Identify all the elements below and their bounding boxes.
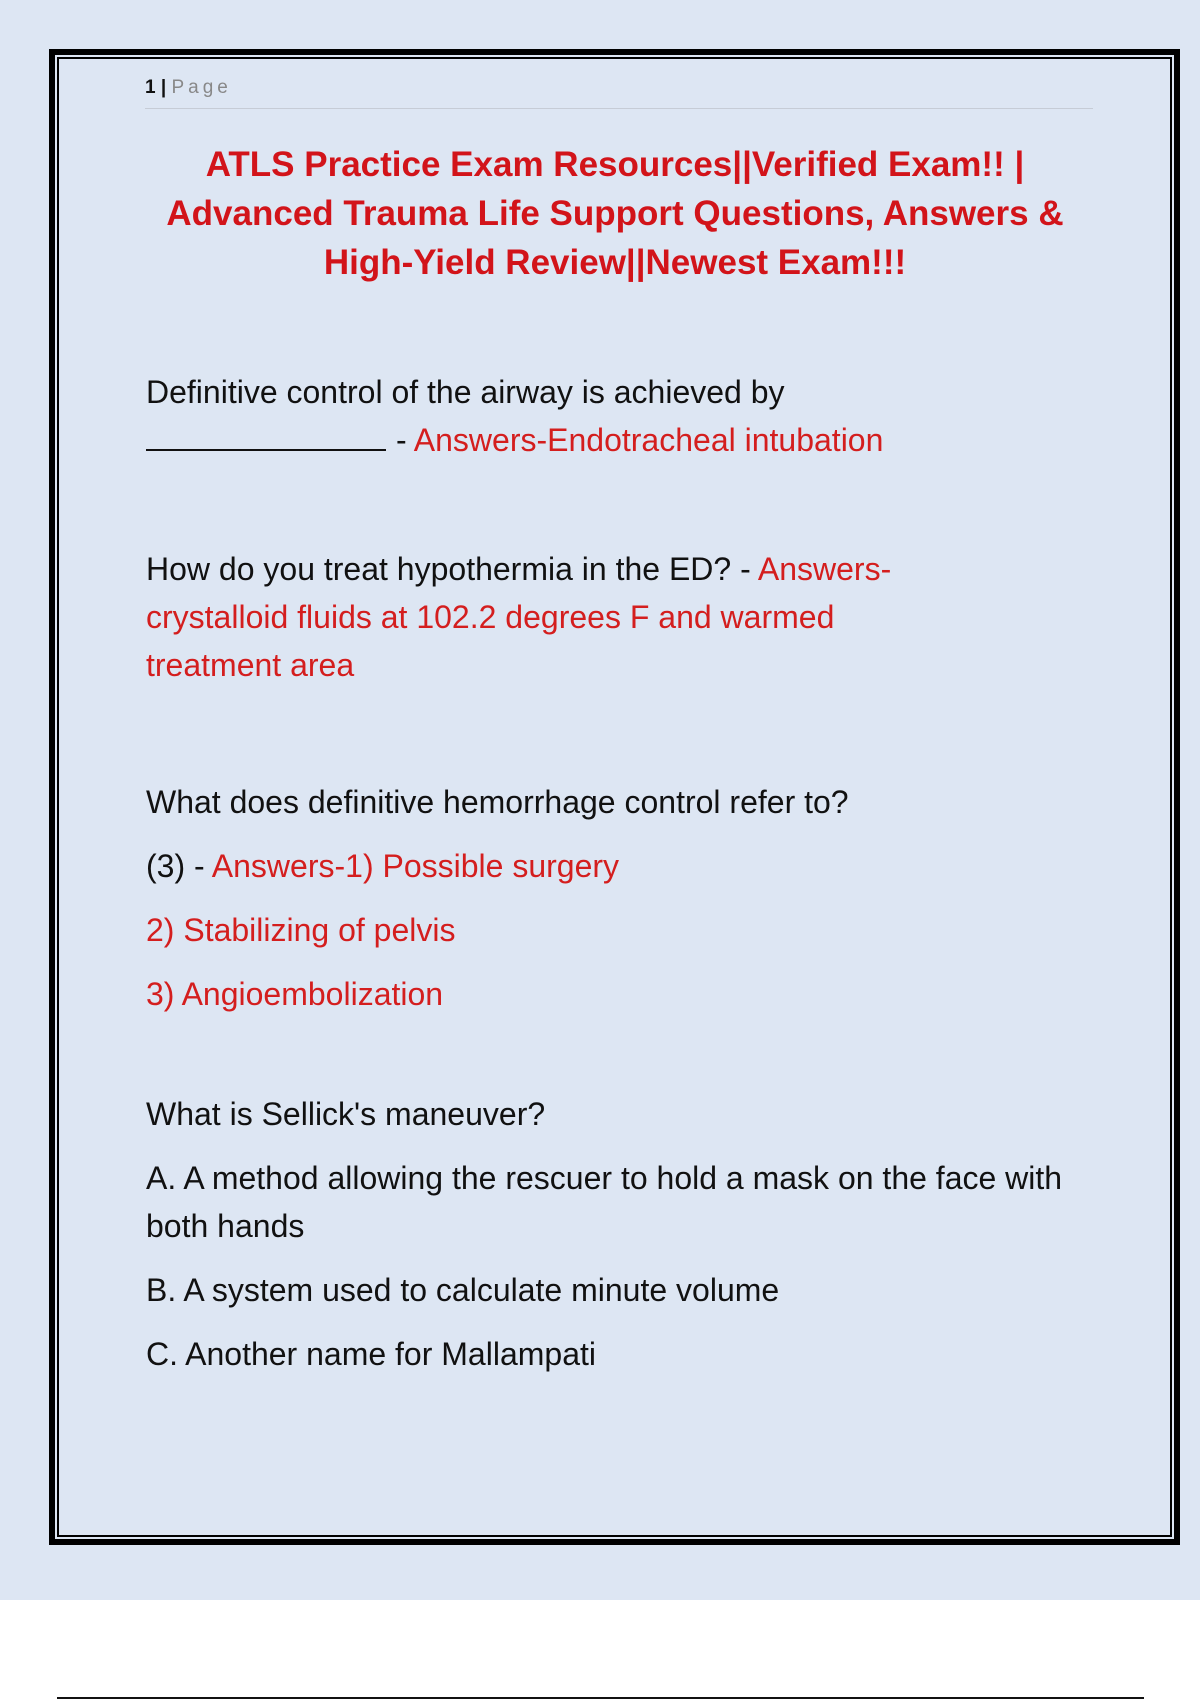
title-line-1: ATLS Practice Exam Resources||Verified Exam!! | <box>205 145 1025 184</box>
page-separator: | <box>160 77 167 98</box>
answer-line <box>146 416 1076 464</box>
title-line-2: Advanced Trauma Life Support Questions, Answers & <box>166 194 1064 233</box>
page-label: Page <box>171 77 232 98</box>
option-c: C. Another name for Mallampati <box>146 1336 596 1372</box>
question-text: What does definitive hemorrhage control refer to? <box>146 784 849 820</box>
document-title <box>130 140 1100 287</box>
page-number: 1 <box>145 77 156 98</box>
question-text: What is Sellick's maneuver? <box>146 1096 546 1132</box>
question-block-2 <box>146 545 1076 689</box>
option-b: B. A system used to calculate minute volume <box>146 1272 780 1308</box>
answer-line-2: 2) Stabilizing of pelvis <box>146 912 456 948</box>
answer-text-line-2: crystalloid fluids at 102.2 degrees F and warmed <box>146 599 835 635</box>
title-line-3: High-Yield Review||Newest Exam!!! <box>323 243 907 282</box>
question-line <box>146 545 1076 593</box>
answer-connector: - <box>396 422 407 458</box>
fill-in-blank <box>146 419 386 451</box>
question-block-1 <box>146 368 1076 464</box>
page-header <box>145 74 1093 109</box>
question-text: How do you treat hypothermia in the ED? - <box>146 551 751 587</box>
bottom-divider <box>57 1697 1144 1699</box>
answer-text: Answers-1) Possible surgery <box>211 848 620 884</box>
question-count: (3) - <box>146 848 205 884</box>
question-text: Definitive control of the airway is achieved by <box>146 374 785 410</box>
answer-line-3: 3) Angioembolization <box>146 976 444 1012</box>
answer-line-1 <box>146 834 1076 898</box>
question-block-3 <box>146 770 1076 1026</box>
question-block-4 <box>146 1090 1076 1394</box>
answer-text: Answers-Endotracheal intubation <box>413 422 884 458</box>
answer-text-line-3: treatment area <box>146 647 355 683</box>
answer-label: Answers- <box>757 551 892 587</box>
option-a: A. A method allowing the rescuer to hold a mask on the face with both hands <box>146 1160 1063 1244</box>
